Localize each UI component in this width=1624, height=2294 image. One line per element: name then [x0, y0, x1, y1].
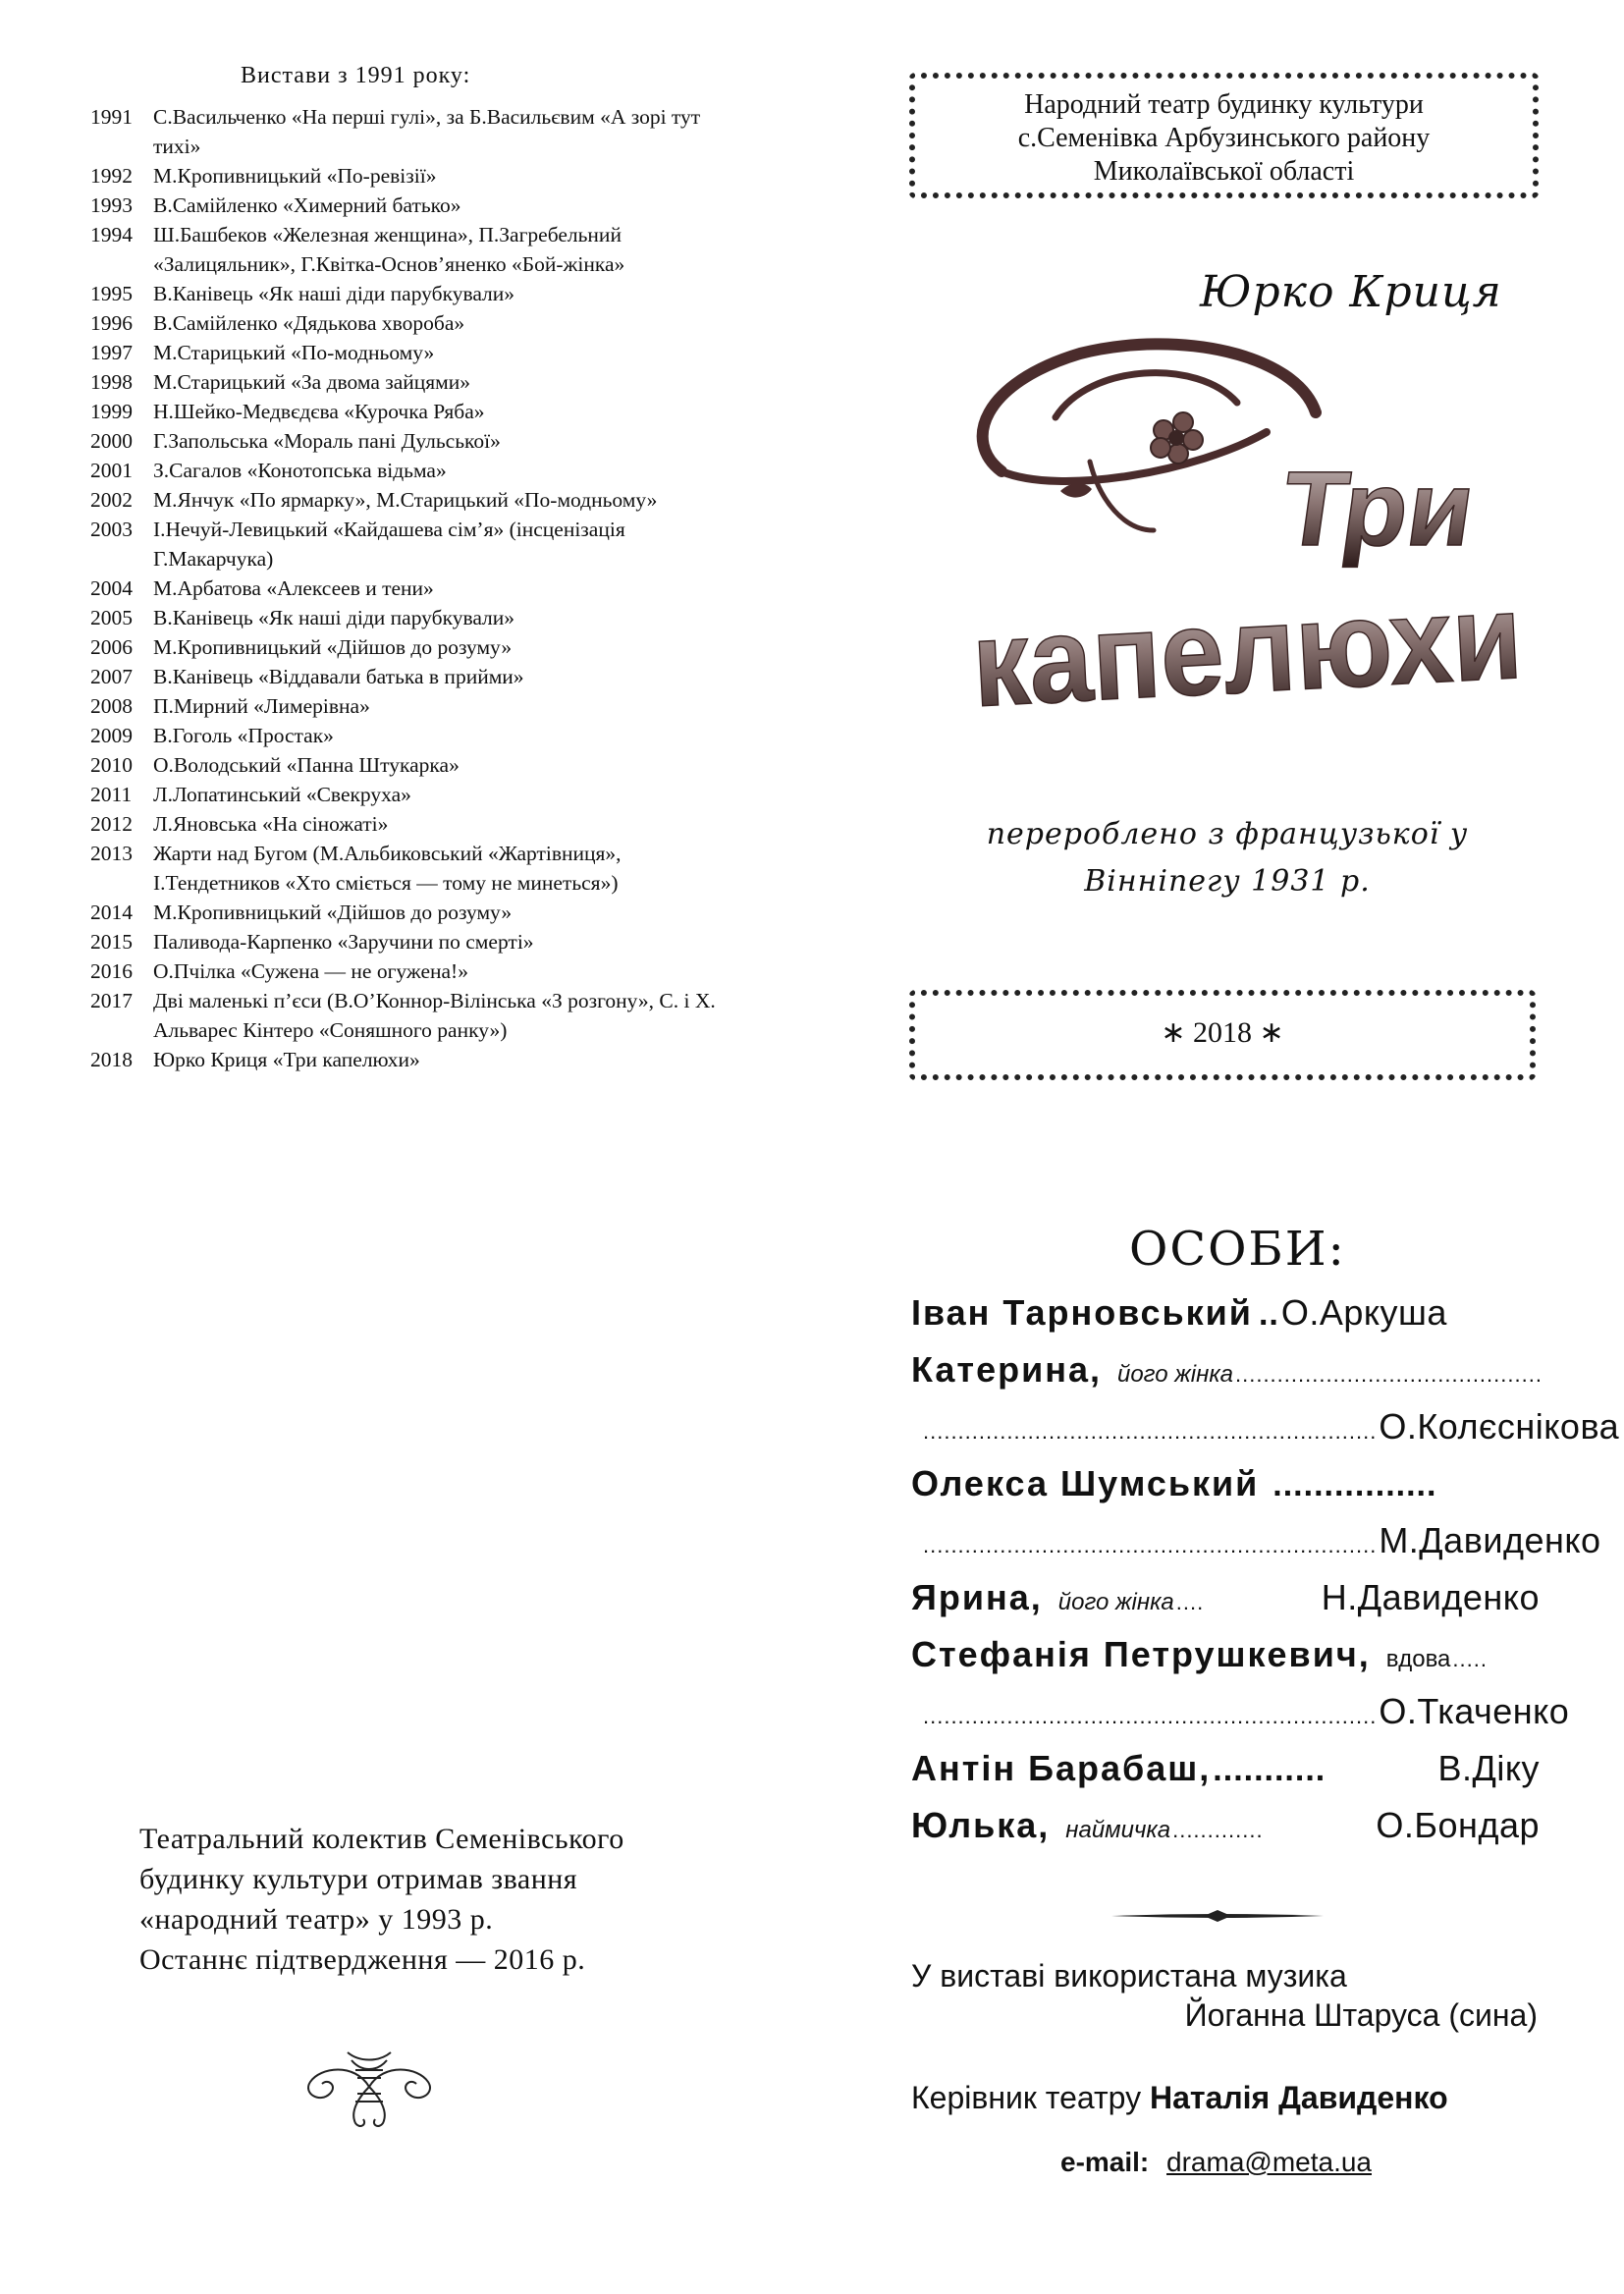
list-item — [90, 574, 797, 603]
performance-title: Юрко Криця «Три капелюхи» — [153, 1048, 420, 1071]
performance-year: 2000 — [90, 429, 133, 453]
performance-title: Дві маленькі п’єси (В.О’Коннор-Вілінська «З розгону», С. і Х. Альварес Кінтеро «Соняшного ранку») — [153, 989, 716, 1042]
list-item — [90, 426, 797, 456]
contact-email — [1060, 2147, 1372, 2178]
character-role: його жінка — [1116, 1361, 1233, 1388]
performance-title: З.Сагалов «Конотопська відьма» — [153, 459, 447, 482]
performance-title: І.Нечуй-Левицький «Кайдашева сім’я» (інсценізація Г.Макарчука) — [153, 518, 625, 571]
actor-name: О.Колєснікова — [1379, 1406, 1620, 1447]
cast-row — [911, 1520, 1601, 1573]
performances-list — [90, 102, 797, 1074]
list-item — [90, 308, 797, 338]
performance-title: Л.Яновська «На сіножаті» — [153, 812, 389, 836]
character-role: вдова — [1385, 1646, 1451, 1672]
cast-heading: ОСОБИ: — [1129, 1222, 1346, 1277]
performance-title: П.Мирний «Лимерівна» — [153, 694, 370, 718]
performance-title: Н.Шейко-Медвєдєва «Курочка Ряба» — [153, 400, 485, 423]
cast-row — [911, 1748, 1540, 1801]
cast-leader-dots: ........... — [1213, 1751, 1326, 1788]
performance-year: 2016 — [90, 959, 133, 983]
character-name: Іван Тарновський — [911, 1292, 1253, 1333]
flower-icon — [1151, 412, 1203, 464]
actor-name: О.Аркуша — [1280, 1292, 1447, 1333]
performance-title: Л.Лопатинський «Свекруха» — [153, 783, 411, 806]
ornament-flourish-icon — [300, 2043, 438, 2131]
cast-row — [911, 1691, 1570, 1744]
performance-title: В.Гоголь «Простак» — [153, 724, 334, 747]
character-name: Катерина, — [911, 1349, 1102, 1390]
season-year: ∗ 2018 ∗ — [1161, 1016, 1284, 1049]
performance-title: М.Арбатова «Алексеев и тени» — [153, 576, 434, 600]
list-item — [90, 986, 797, 1045]
cast-row — [911, 1577, 1540, 1630]
list-item — [90, 279, 797, 308]
performance-title: М.Старицький «За двома зайцями» — [153, 370, 471, 394]
theatre-name-box — [909, 73, 1539, 198]
performance-title: М.Старицький «По-модньому» — [153, 341, 435, 364]
music-composer: Йоганна Штаруса (сина) — [1184, 1997, 1538, 2033]
list-item — [90, 456, 797, 485]
character-name: Ярина, — [911, 1577, 1043, 1617]
performance-year: 1993 — [90, 193, 133, 217]
list-item — [90, 691, 797, 721]
list-item — [90, 1045, 797, 1074]
actor-name: О.Ткаченко — [1379, 1691, 1570, 1731]
play-subtitle — [943, 811, 1512, 905]
performance-year: 2014 — [90, 901, 133, 924]
list-item — [90, 338, 797, 367]
subtitle-line: перероблено з французької у — [986, 817, 1469, 851]
performance-title: В.Самійленко «Химерний батько» — [153, 193, 461, 217]
note-line: «народний театр» у 1993 р. — [139, 1903, 494, 1936]
list-item — [90, 780, 797, 809]
performance-year: 1995 — [90, 282, 133, 305]
list-item — [90, 191, 797, 220]
performance-title: Паливода-Карпенко «Заручини по смерті» — [153, 930, 534, 954]
performance-title: Жарти над Бугом (М.Альбиковський «Жартівниця», І.Тендетников «Хто сміється — тому не минеться») — [153, 842, 622, 895]
performance-title: М.Кропивницький «По-ревізії» — [153, 164, 437, 188]
performance-title: Г.Запольська «Мораль пані Дульської» — [153, 429, 501, 453]
performance-title: В.Канівець «Як наші діди парубкували» — [153, 606, 515, 629]
cast-row — [911, 1292, 1540, 1345]
performance-year: 2003 — [90, 518, 133, 541]
performance-year: 2012 — [90, 812, 133, 836]
theatre-location-line: с.Семенівка Арбузинського району — [1017, 123, 1431, 153]
performance-year: 2018 — [90, 1048, 133, 1071]
performance-title: М.Янчук «По ярмарку», М.Старицький «По-модньому» — [153, 488, 658, 512]
cast-row — [911, 1349, 1543, 1402]
performance-title: В.Самійленко «Дядькова хвороба» — [153, 311, 465, 335]
note-line: Театральний колектив Семенівського — [139, 1823, 624, 1855]
list-item — [90, 839, 797, 898]
performance-year: 2004 — [90, 576, 133, 600]
performance-year: 2009 — [90, 724, 133, 747]
performance-year: 1994 — [90, 223, 133, 246]
theatre-status-note — [139, 1819, 729, 1980]
performance-year: 1999 — [90, 400, 133, 423]
character-name: Юлька, — [911, 1805, 1051, 1845]
cast-leader-dots: .. — [1258, 1295, 1279, 1333]
performance-year: 2013 — [90, 842, 133, 865]
list-item — [90, 809, 797, 839]
performance-title: О.Пчілка «Сужена — не огужена!» — [153, 959, 468, 983]
character-role: наймичка — [1065, 1817, 1171, 1843]
actor-name: М.Давиденко — [1379, 1520, 1601, 1560]
ornament-divider-icon — [1110, 1909, 1326, 1923]
performance-year: 2017 — [90, 989, 133, 1012]
performance-year: 1992 — [90, 164, 133, 188]
performance-title: М.Кропивницький «Дійшов до розуму» — [153, 635, 513, 659]
performance-year: 2006 — [90, 635, 133, 659]
performance-title: В.Канівець «Віддавали батька в прийми» — [153, 665, 524, 688]
season-year-box — [909, 990, 1536, 1080]
character-role: його жінка — [1057, 1589, 1174, 1615]
email-label: e-mail: — [1060, 2147, 1150, 2177]
performances-heading: Вистави з 1991 року: — [241, 63, 471, 88]
performance-title: В.Канівець «Як наші діди парубкували» — [153, 282, 515, 305]
director-label: Керівник театру — [911, 2080, 1142, 2115]
director-name: Наталія Давиденко — [1149, 2080, 1448, 2115]
performance-year: 2005 — [90, 606, 133, 629]
list-item — [90, 515, 797, 574]
performance-title: М.Кропивницький «Дійшов до розуму» — [153, 901, 513, 924]
note-line: Останнє підтвердження — 2016 р. — [139, 1943, 586, 1976]
cast-leader-dots: .... — [1175, 1590, 1205, 1614]
subtitle-line: Вінніпегу 1931 р. — [1084, 864, 1371, 899]
cast-row — [911, 1463, 1540, 1516]
cast-row — [911, 1634, 1540, 1687]
hat-icon — [983, 344, 1316, 530]
performance-year: 2011 — [90, 783, 133, 806]
play-title-word2: капелюхи — [968, 566, 1566, 734]
character-name: Стефанія Петрушкевич, — [911, 1634, 1371, 1674]
list-item — [90, 102, 797, 161]
cast-leader-dots: ................................................................. — [923, 1419, 1378, 1444]
list-item — [90, 397, 797, 426]
list-item — [90, 750, 797, 780]
actor-name: О.Бондар — [1376, 1805, 1540, 1845]
performance-year: 2002 — [90, 488, 133, 512]
performance-year: 2008 — [90, 694, 133, 718]
list-item — [90, 927, 797, 956]
author-name: Юрко Криця — [1200, 267, 1502, 317]
hat-illustration-with-title — [943, 324, 1566, 756]
cast-leader-dots: ................................................................. — [923, 1533, 1378, 1557]
note-line: будинку культури отримав звання — [139, 1863, 578, 1895]
music-credit-line: У виставі використана музика — [911, 1958, 1347, 1994]
performance-year: 1997 — [90, 341, 133, 364]
list-item — [90, 721, 797, 750]
performance-title: О.Володський «Панна Штукарка» — [153, 753, 460, 777]
theatre-name-line: Народний театр будинку культури — [1024, 89, 1424, 120]
cast-leader-dots: ..... — [1452, 1647, 1488, 1671]
theatre-region-line: Миколаївської області — [1093, 156, 1355, 187]
actor-name: Н.Давиденко — [1321, 1577, 1540, 1617]
list-item — [90, 485, 797, 515]
cast-leader-dots: ................................................................. — [923, 1704, 1378, 1728]
character-name: Олекса Шумський — [911, 1463, 1260, 1503]
cast-leader-dots: ............................................ — [1235, 1362, 1543, 1387]
character-name: Антін Барабаш, — [911, 1748, 1212, 1788]
performance-year: 2001 — [90, 459, 133, 482]
list-item — [90, 898, 797, 927]
performance-year: 1996 — [90, 311, 133, 335]
music-credit — [911, 1956, 1540, 2035]
email-link[interactable]: drama@meta.ua — [1166, 2147, 1372, 2177]
cast-row — [911, 1805, 1540, 1858]
list-item — [90, 603, 797, 632]
list-item — [90, 367, 797, 397]
list-item — [90, 632, 797, 662]
performance-year: 1991 — [90, 105, 133, 129]
performance-title: Ш.Башбеков «Железная женщина», П.Загребельний «Залицяльник», Г.Квітка-Основ’яненко «Бой-жінка» — [153, 223, 625, 276]
cast-row — [911, 1406, 1620, 1459]
list-item — [90, 662, 797, 691]
performance-year: 1998 — [90, 370, 133, 394]
list-item — [90, 161, 797, 191]
lips-icon — [1060, 483, 1092, 497]
list-item — [90, 220, 797, 279]
performance-year: 2015 — [90, 930, 133, 954]
performance-title: С.Васильченко «На перші гулі», за Б.Васильєвим «А зорі тут тихі» — [153, 105, 701, 158]
theatre-director — [911, 2080, 1448, 2116]
play-title-word1: Три — [1274, 449, 1483, 568]
list-item — [90, 956, 797, 986]
performance-year: 2007 — [90, 665, 133, 688]
cast-leader-dots: ............. — [1172, 1818, 1264, 1842]
cast-leader-dots: ................ — [1272, 1466, 1437, 1503]
actor-name: В.Діку — [1437, 1748, 1540, 1788]
performance-year: 2010 — [90, 753, 133, 777]
